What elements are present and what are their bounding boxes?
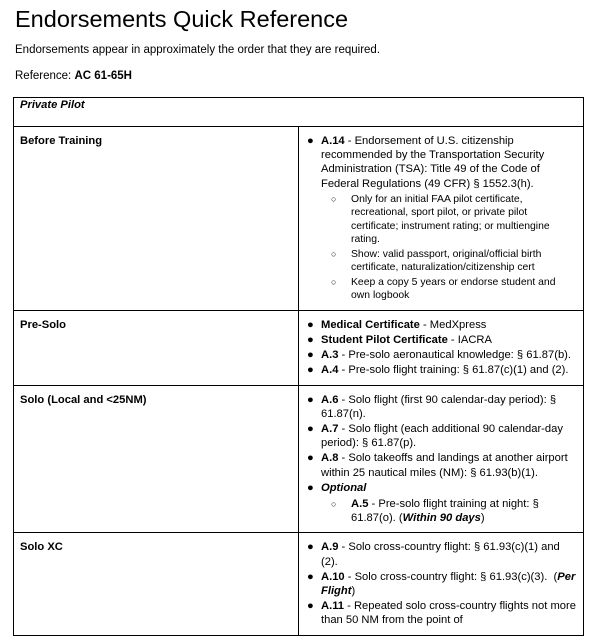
table-row [14, 385, 584, 533]
closing-paren: ) [480, 512, 485, 525]
items-cell [299, 533, 584, 635]
page-title: Endorsements Quick Reference [15, 6, 349, 32]
table-row [14, 310, 584, 385]
endorsement-text: - IACRA [447, 334, 492, 347]
list-item [303, 318, 577, 332]
endorsement-code: A.14 [321, 135, 345, 147]
endorsement-text: - Solo flight (first 90 calendar-day period): § 61.87(n). [321, 393, 557, 420]
sub-list-item [321, 276, 577, 303]
hollow-bullet-icon: ○ [331, 248, 337, 259]
items-cell [299, 127, 584, 311]
endorsements-table-container [13, 97, 584, 627]
endorsement-text: - Solo cross-country flight: § 61.93(c)(3). ( [344, 570, 558, 583]
list-item [303, 333, 577, 347]
hollow-bullet-icon: ○ [331, 276, 337, 287]
endorsement-text: - MedXpress [419, 318, 487, 331]
bullet-icon: ● [307, 481, 314, 494]
endorsement-text: - Pre-solo aeronautical knowledge: § 61.87(b). [338, 349, 572, 362]
sub-item-list [321, 497, 577, 525]
sub-item-list [321, 193, 577, 303]
intro-text: Endorsements appear in approximately the order that they are required. [15, 44, 381, 56]
item-list [303, 540, 577, 627]
list-item [303, 348, 577, 362]
phase-label: Before Training [14, 127, 299, 311]
item-list [303, 393, 577, 526]
bullet-icon: ● [307, 541, 314, 554]
list-item [303, 599, 577, 627]
phase-label: Pre-Solo [14, 310, 299, 385]
bullet-icon: ● [307, 334, 314, 347]
item-list [303, 318, 577, 378]
reference-label: Reference: [15, 70, 72, 82]
endorsement-code: A.4 [321, 364, 339, 377]
sub-item-text: Only for an initial FAA pilot certificate, recreational, sport pilot, or private pilot certificate; instrument rating; or multiengine rating. [351, 193, 550, 246]
emphasis-text: Within 90 days [402, 512, 481, 525]
list-item [303, 393, 577, 421]
bullet-icon: ● [307, 364, 314, 377]
hollow-bullet-icon: ○ [331, 499, 337, 510]
endorsement-text: - Pre-solo flight training at night: § 61.87(o). ( [351, 498, 539, 525]
endorsement-code: A.10 [321, 570, 345, 583]
endorsement-code: A.3 [321, 349, 339, 362]
items-cell [299, 385, 584, 533]
sub-list-item [321, 193, 577, 247]
endorsement-text: - Endorsement of U.S. citizenship recommended by the Transportation Security Administration (TSA): Title 49 of the Code of Federal Regulations (49 CFR) § 1552.3(h). [321, 135, 545, 190]
list-item [303, 451, 577, 479]
table-row [14, 533, 584, 635]
item-list [303, 134, 577, 303]
endorsement-code: A.11 [321, 600, 345, 613]
sub-item-text: Keep a copy 5 years or endorse student and own logbook [351, 276, 556, 302]
bullet-icon: ● [307, 600, 314, 613]
bullet-icon: ● [307, 349, 314, 362]
bullet-icon: ● [307, 393, 314, 406]
endorsement-text: - Pre-solo flight training: § 61.87(c)(1) and (2). [338, 364, 569, 377]
endorsement-code: A.5 [351, 498, 369, 511]
endorsement-code: A.9 [321, 541, 339, 554]
endorsement-code: A.7 [321, 423, 339, 436]
sub-list-item [321, 248, 577, 275]
reference-line [15, 70, 132, 82]
section-header-row [14, 98, 584, 127]
list-item [303, 363, 577, 377]
list-item [303, 134, 577, 303]
bullet-icon: ● [307, 135, 314, 147]
emphasis-text: Per Flight [321, 570, 576, 598]
bullet-icon: ● [307, 423, 314, 436]
endorsement-code: Student Pilot Certificate [321, 334, 448, 347]
sub-item-text: Show: valid passport, original/official birth certificate, naturalization/citizenship cert [351, 248, 542, 274]
list-item [303, 422, 577, 450]
bullet-icon: ● [307, 318, 314, 331]
sub-list-item [321, 497, 577, 525]
bullet-icon: ● [307, 452, 314, 465]
section-title: Private Pilot [14, 98, 584, 127]
endorsements-table [13, 97, 584, 636]
endorsement-text: - Solo cross-country flight: § 61.93(c)(1) and (2). [321, 541, 560, 568]
endorsement-text: - Solo flight (each additional 90 calendar-day period): § 61.87(p). [321, 423, 563, 450]
hollow-bullet-icon: ○ [331, 193, 337, 204]
items-cell [299, 310, 584, 385]
list-item [303, 540, 577, 568]
endorsement-code: Medical Certificate [321, 318, 420, 331]
table-row [14, 127, 584, 311]
endorsement-text: - Repeated solo cross-country flights not more than 50 NM from the point of [321, 600, 576, 627]
reference-value: AC 61-65H [74, 70, 132, 82]
endorsement-text: - Solo takeoffs and landings at another airport within 25 nautical miles (NM): § 61.93(b)(1). [321, 452, 568, 479]
bullet-icon: ● [307, 570, 314, 583]
optional-label: Optional [321, 481, 367, 494]
phase-label: Solo (Local and <25NM) [14, 385, 299, 533]
endorsement-code: A.6 [321, 393, 339, 406]
endorsement-code: A.8 [321, 452, 339, 465]
closing-paren: ) [351, 585, 356, 598]
list-item [303, 570, 577, 598]
phase-label: Solo XC [14, 533, 299, 635]
list-item [303, 481, 577, 526]
